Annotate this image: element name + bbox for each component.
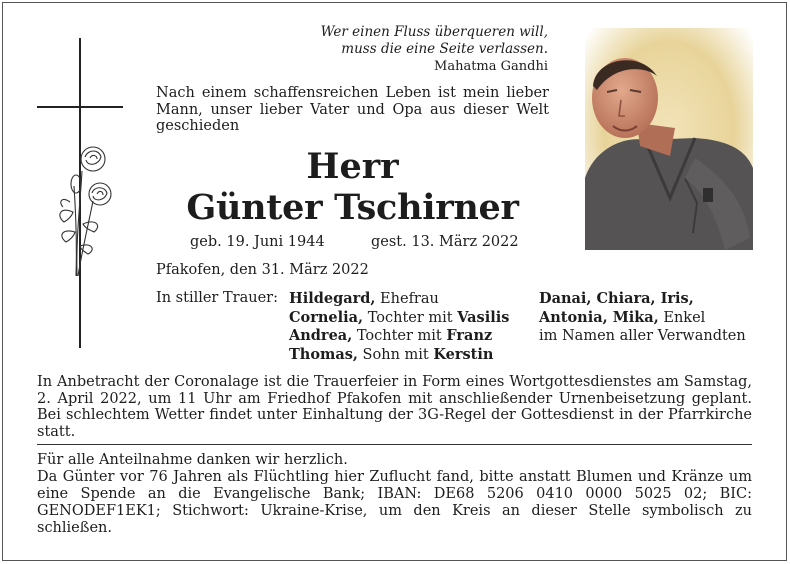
quote-block	[290, 24, 548, 75]
portrait-photo	[585, 28, 753, 250]
divider	[37, 444, 752, 445]
title-prefix: Herr	[306, 146, 399, 187]
mourner-line: im Namen aller Verwandten	[539, 328, 746, 344]
mourners-column-1	[289, 290, 509, 364]
mourner-line: Cornelia, Tochter mit Vasilis	[289, 308, 510, 326]
mourner-line: Antonia, Mika, Enkel	[539, 308, 706, 326]
quote-author: Mahatma Gandhi	[434, 59, 548, 74]
mourners-label: In stiller Trauer:	[156, 290, 278, 306]
funeral-notice: In Anbetracht der Coronalage ist die Trauerfeier in Form eines Wortgottesdienstes am Samstag, 2. April 2022, um 11 Uhr am Friedhof Pfakofen mit anschließender Urnenbeisetzung geplant. Bei schlechtem Wetter findet unter Einhaltung der 3G-Regel der Gottesdienst in der Pfarrkirche statt.	[37, 374, 752, 440]
mourner-line: Thomas, Sohn mit Kerstin	[289, 345, 494, 363]
mourners-column-2	[539, 290, 746, 346]
thanks-block	[37, 452, 752, 537]
quote-line-2: muss die eine Seite verlassen.	[341, 41, 548, 57]
place-date: Pfakofen, den 31. März 2022	[156, 262, 369, 278]
mourner-line: Hildegard, Ehefrau	[289, 290, 439, 307]
thanks-text: Für alle Anteilnahme danken wir herzlich.	[37, 452, 348, 468]
donation-text: Da Günter vor 76 Jahren als Flüchtling hier Zuflucht fand, bitte anstatt Blumen und Kränze um eine Spende an die Evangelische Bank; IBAN: DE68 5206 0410 0000 5025 02; BIC: GENODEF1EK1; Stichwort: Ukraine-Krise, um den Kreis an dieser Stelle symbolisch zu schließen.	[37, 469, 752, 536]
deceased-name: Günter Tschirner	[186, 187, 519, 228]
mourner-line: Andrea, Tochter mit Franz	[289, 327, 493, 344]
cross-with-roses-icon	[30, 36, 130, 352]
mourner-line: Danai, Chiara, Iris,	[539, 290, 694, 307]
intro-text: Nach einem schaffensreichen Leben ist mein lieber Mann, unser lieber Vater und Opa aus dieser Welt geschieden	[156, 85, 549, 134]
quote-line-1: Wer einen Fluss überqueren will,	[320, 24, 548, 40]
birth-date: geb. 19. Juni 1944	[190, 234, 325, 250]
death-date: gest. 13. März 2022	[371, 234, 519, 250]
